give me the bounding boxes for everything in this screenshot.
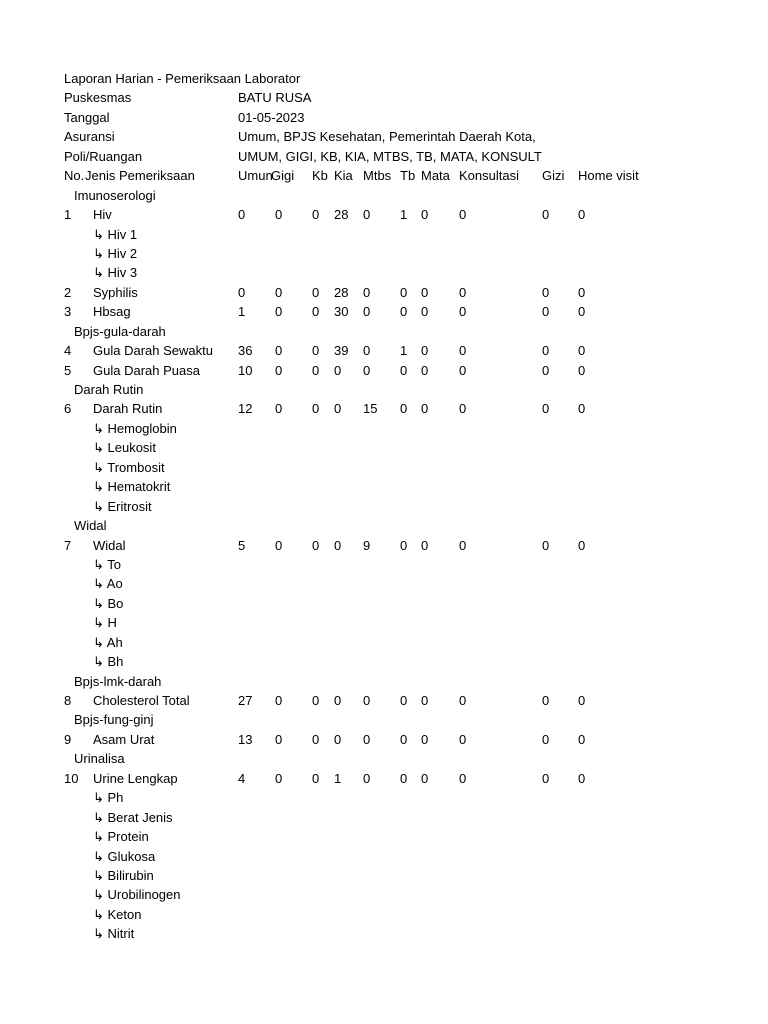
- meta-value: UMUM, GIGI, KB, KIA, MTBS, TB, MATA, KONSULT: [238, 148, 542, 164]
- cell-home-visit: 0: [578, 693, 586, 708]
- cell-mtbs: 0: [363, 207, 371, 223]
- table-header: [64, 166, 704, 185]
- sub-item-row: [64, 594, 704, 613]
- meta-value: BATU RUSA: [238, 90, 312, 106]
- cell-gigi: 0: [275, 284, 283, 300]
- cell-konsultasi: 0: [459, 304, 467, 320]
- cell-gizi: 0: [542, 343, 550, 359]
- category-label: Bpjs-fung-ginj: [74, 712, 154, 728]
- cell-kb: 0: [312, 693, 320, 708]
- header-col-mtbs: Mtbs: [363, 168, 392, 184]
- row-number: 3: [64, 304, 72, 320]
- cell-gizi: 0: [542, 401, 550, 417]
- cell-mata: 0: [421, 731, 429, 747]
- table-row: [64, 283, 704, 302]
- cell-umun: 5: [238, 537, 246, 553]
- cell-tb: 1: [400, 207, 408, 223]
- cell-gizi: 0: [542, 362, 550, 378]
- cell-gigi: 0: [275, 770, 283, 786]
- header-col-gigi: Gigi: [271, 168, 295, 184]
- sub-item-label: ↳ Urobilinogen: [93, 887, 181, 903]
- cell-umun: 0: [238, 207, 246, 223]
- category-row: [64, 186, 704, 205]
- category-row: [64, 710, 704, 729]
- cell-tb: 0: [400, 284, 408, 300]
- cell-home-visit: 0: [578, 731, 586, 747]
- cell-tb: 0: [400, 304, 408, 320]
- meta-label: Puskesmas: [64, 90, 132, 106]
- cell-konsultasi: 0: [459, 731, 467, 747]
- row-exam-name: Hbsag: [93, 304, 131, 320]
- sub-item-row: [64, 866, 704, 885]
- row-number: 8: [64, 693, 72, 708]
- cell-gizi: 0: [542, 693, 550, 708]
- row-exam-name: Widal: [93, 537, 126, 553]
- row-number: 7: [64, 537, 72, 553]
- table-row: [64, 341, 704, 360]
- cell-konsultasi: 0: [459, 284, 467, 300]
- category-row: [64, 749, 704, 768]
- sub-item-row: [64, 555, 704, 574]
- row-exam-name: Gula Darah Sewaktu: [93, 343, 213, 359]
- cell-tb: 1: [400, 343, 408, 359]
- sub-item-label: ↳ Hematokrit: [93, 479, 171, 495]
- report-title-line: [64, 69, 704, 88]
- cell-kia: 1: [334, 770, 342, 786]
- cell-gigi: 0: [275, 693, 283, 708]
- sub-item-label: ↳ To: [93, 556, 121, 572]
- cell-mtbs: 0: [363, 731, 371, 747]
- cell-mata: 0: [421, 284, 429, 300]
- header-col-kia: Kia: [334, 168, 353, 184]
- row-exam-name: Urine Lengkap: [93, 770, 178, 786]
- sub-item-row: [64, 263, 704, 282]
- sub-item-row: [64, 652, 704, 671]
- sub-item-label: ↳ Leukosit: [93, 440, 156, 456]
- cell-kia: 0: [334, 731, 342, 747]
- sub-item-row: [64, 419, 704, 438]
- cell-konsultasi: 0: [459, 362, 467, 378]
- header-col-gizi: Gizi: [542, 168, 565, 184]
- sub-item-row: [64, 574, 704, 593]
- sub-item-label: ↳ Hiv 3: [93, 265, 138, 281]
- cell-kia: 28: [334, 284, 349, 300]
- cell-gigi: 0: [275, 731, 283, 747]
- sub-item-label: ↳ Glukosa: [93, 848, 156, 864]
- cell-gigi: 0: [275, 343, 283, 359]
- cell-umun: 27: [238, 693, 253, 708]
- cell-mata: 0: [421, 304, 429, 320]
- row-exam-name: Cholesterol Total: [93, 693, 190, 708]
- cell-konsultasi: 0: [459, 770, 467, 786]
- cell-gigi: 0: [275, 207, 283, 223]
- cell-gizi: 0: [542, 207, 550, 223]
- sub-item-row: [64, 905, 704, 924]
- table-row: [64, 205, 704, 224]
- cell-gigi: 0: [275, 401, 283, 417]
- table-row: [64, 536, 704, 555]
- sub-item-label: ↳ Protein: [93, 829, 149, 845]
- sub-item-label: ↳ Bo: [93, 595, 124, 611]
- cell-kb: 0: [312, 401, 320, 417]
- category-label: Darah Rutin: [74, 382, 144, 397]
- cell-kia: 0: [334, 401, 342, 417]
- meta-row-asuransi: [64, 127, 704, 146]
- cell-mtbs: 0: [363, 304, 371, 320]
- row-number: 6: [64, 401, 72, 417]
- lab-report-document: [64, 69, 704, 944]
- cell-mata: 0: [421, 401, 429, 417]
- sub-item-row: [64, 924, 704, 943]
- sub-item-row: [64, 244, 704, 263]
- cell-gigi: 0: [275, 304, 283, 320]
- cell-mtbs: 9: [363, 537, 371, 553]
- cell-tb: 0: [400, 537, 408, 553]
- meta-row-puskesmas: [64, 88, 704, 107]
- cell-umun: 10: [238, 362, 253, 378]
- sub-item-label: ↳ H: [93, 615, 117, 631]
- row-number: 4: [64, 343, 72, 359]
- category-label: Bpjs-gula-darah: [74, 323, 166, 339]
- row-number: 9: [64, 731, 72, 747]
- header-no: No.: [64, 168, 85, 184]
- meta-row-poli-ruangan: [64, 147, 704, 166]
- cell-home-visit: 0: [578, 537, 586, 553]
- cell-kb: 0: [312, 731, 320, 747]
- cell-kb: 0: [312, 284, 320, 300]
- meta-row-tanggal: [64, 108, 704, 127]
- cell-tb: 0: [400, 401, 408, 417]
- category-label: Widal: [74, 518, 107, 534]
- sub-item-label: ↳ Berat Jenis: [93, 809, 173, 825]
- sub-item-row: [64, 225, 704, 244]
- cell-mata: 0: [421, 362, 429, 378]
- sub-item-row: [64, 497, 704, 516]
- cell-umun: 1: [238, 304, 246, 320]
- sub-item-label: ↳ Ao: [93, 576, 123, 592]
- row-number: 1: [64, 207, 72, 223]
- category-row: [64, 672, 704, 691]
- cell-gizi: 0: [542, 304, 550, 320]
- table-row: [64, 691, 704, 710]
- cell-umun: 13: [238, 731, 253, 747]
- sub-item-label: ↳ Eritrosit: [93, 498, 152, 514]
- sub-item-row: [64, 633, 704, 652]
- cell-home-visit: 0: [578, 304, 586, 320]
- cell-gizi: 0: [542, 537, 550, 553]
- sub-item-row: [64, 458, 704, 477]
- meta-value: 01-05-2023: [238, 109, 305, 125]
- cell-mata: 0: [421, 693, 429, 708]
- header-col-konsultasi: Konsultasi: [459, 168, 519, 184]
- category-row: [64, 516, 704, 535]
- cell-kia: 39: [334, 343, 349, 359]
- cell-mtbs: 0: [363, 343, 371, 359]
- cell-kia: 0: [334, 693, 342, 708]
- sub-item-row: [64, 477, 704, 496]
- cell-mtbs: 0: [363, 693, 371, 708]
- cell-konsultasi: 0: [459, 537, 467, 553]
- sub-item-row: [64, 613, 704, 632]
- cell-home-visit: 0: [578, 207, 586, 223]
- row-exam-name: Hiv: [93, 207, 112, 223]
- row-number: 2: [64, 284, 72, 300]
- header-jenis-pemeriksaan: Jenis Pemeriksaan: [85, 168, 195, 184]
- cell-mata: 0: [421, 770, 429, 786]
- header-col-home-visit: Home visit: [578, 168, 639, 184]
- cell-home-visit: 0: [578, 401, 586, 417]
- table-row: [64, 730, 704, 749]
- sub-item-label: ↳ Ah: [93, 634, 123, 650]
- cell-kia: 0: [334, 537, 342, 553]
- table-row: [64, 399, 704, 418]
- meta-label: Asuransi: [64, 129, 115, 145]
- sub-item-label: ↳ Nitrit: [93, 926, 135, 942]
- cell-tb: 0: [400, 731, 408, 747]
- cell-umun: 12: [238, 401, 253, 417]
- cell-mata: 0: [421, 207, 429, 223]
- table-row: [64, 361, 704, 380]
- sub-item-row: [64, 438, 704, 457]
- sub-item-label: ↳ Ph: [93, 790, 124, 806]
- row-exam-name: Darah Rutin: [93, 401, 163, 417]
- cell-konsultasi: 0: [459, 693, 467, 708]
- sub-item-row: [64, 808, 704, 827]
- category-row: [64, 380, 704, 399]
- sub-item-label: ↳ Bilirubin: [93, 867, 154, 883]
- cell-home-visit: 0: [578, 343, 586, 359]
- cell-kb: 0: [312, 770, 320, 786]
- meta-label: Tanggal: [64, 109, 110, 125]
- row-exam-name: Gula Darah Puasa: [93, 362, 200, 378]
- cell-mata: 0: [421, 537, 429, 553]
- cell-mata: 0: [421, 343, 429, 359]
- cell-umun: 0: [238, 284, 246, 300]
- header-col-kb: Kb: [312, 168, 328, 184]
- cell-mtbs: 15: [363, 401, 378, 417]
- header-col-mata: Mata: [421, 168, 450, 184]
- category-label: Urinalisa: [74, 751, 125, 767]
- cell-umun: 36: [238, 343, 253, 359]
- cell-gigi: 0: [275, 537, 283, 553]
- cell-konsultasi: 0: [459, 343, 467, 359]
- sub-item-row: [64, 847, 704, 866]
- cell-gizi: 0: [542, 284, 550, 300]
- row-exam-name: Asam Urat: [93, 731, 155, 747]
- cell-kia: 28: [334, 207, 349, 223]
- sub-item-row: [64, 885, 704, 904]
- row-number: 5: [64, 362, 72, 378]
- meta-label: Poli/Ruangan: [64, 148, 143, 164]
- row-exam-name: Syphilis: [93, 284, 138, 300]
- cell-kb: 0: [312, 304, 320, 320]
- cell-tb: 0: [400, 693, 408, 708]
- sub-item-label: ↳ Hemoglobin: [93, 420, 177, 436]
- cell-home-visit: 0: [578, 362, 586, 378]
- category-label: Imunoserologi: [74, 187, 156, 203]
- cell-kia: 0: [334, 362, 342, 378]
- cell-konsultasi: 0: [459, 207, 467, 223]
- sub-item-row: [64, 788, 704, 807]
- table-body: [64, 186, 704, 944]
- cell-tb: 0: [400, 362, 408, 378]
- cell-mtbs: 0: [363, 770, 371, 786]
- cell-mtbs: 0: [363, 284, 371, 300]
- sub-item-row: [64, 827, 704, 846]
- cell-gigi: 0: [275, 362, 283, 378]
- cell-home-visit: 0: [578, 284, 586, 300]
- cell-gizi: 0: [542, 770, 550, 786]
- cell-gizi: 0: [542, 731, 550, 747]
- cell-umun: 4: [238, 770, 246, 786]
- category-row: [64, 322, 704, 341]
- sub-item-label: ↳ Hiv 1: [93, 226, 138, 242]
- header-col-tb: Tb: [400, 168, 416, 184]
- cell-kb: 0: [312, 537, 320, 553]
- table-row: [64, 302, 704, 321]
- cell-kb: 0: [312, 343, 320, 359]
- sub-item-label: ↳ Hiv 2: [93, 245, 138, 261]
- cell-mtbs: 0: [363, 362, 371, 378]
- cell-kia: 30: [334, 304, 349, 320]
- sub-item-label: ↳ Keton: [93, 906, 142, 922]
- sub-item-label: ↳ Trombosit: [93, 459, 165, 475]
- cell-home-visit: 0: [578, 770, 586, 786]
- cell-kb: 0: [312, 207, 320, 223]
- cell-kb: 0: [312, 362, 320, 378]
- sub-item-label: ↳ Bh: [93, 654, 124, 670]
- header-col-umun: Umun: [238, 168, 273, 184]
- report-title: Laporan Harian - Pemeriksaan Laborator: [64, 71, 301, 86]
- table-row: [64, 769, 704, 788]
- cell-konsultasi: 0: [459, 401, 467, 417]
- row-number: 10: [64, 770, 79, 786]
- category-label: Bpjs-lmk-darah: [74, 673, 162, 689]
- cell-tb: 0: [400, 770, 408, 786]
- meta-value: Umum, BPJS Kesehatan, Pemerintah Daerah Kota,: [238, 129, 536, 145]
